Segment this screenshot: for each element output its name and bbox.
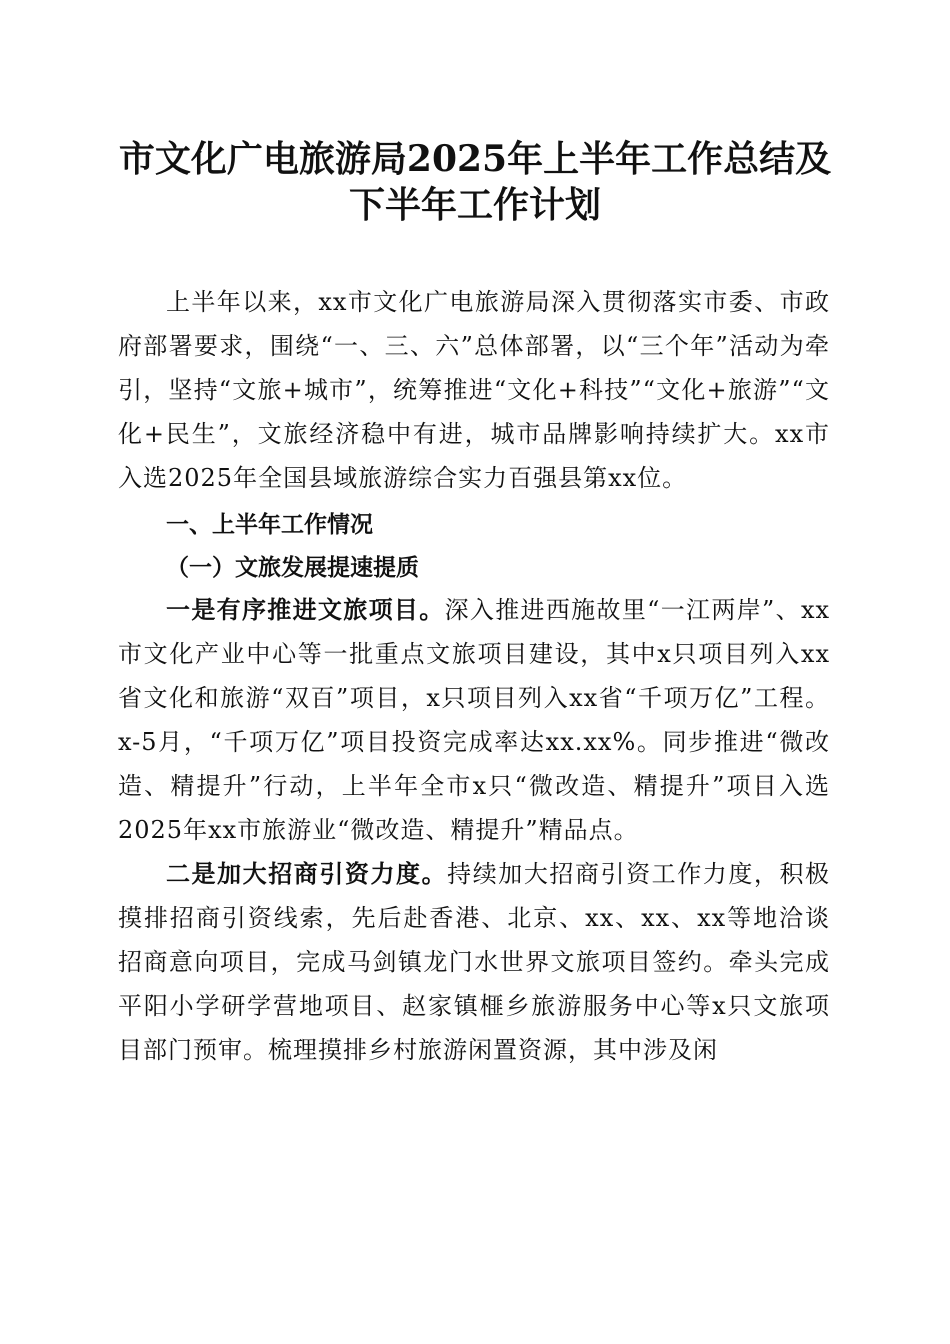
title-line-1: 市文化广电旅游局2025年上半年工作总结及	[118, 138, 832, 180]
document-title	[100, 136, 850, 228]
document-body	[118, 280, 830, 1072]
intro-paragraph: 上半年以来，xx市文化广电旅游局深入贯彻落实市委、市政府部署要求，围绕“一、三、六”总体部署，以“三个年”活动为牵引，坚持“文旅+城市”，统筹推进“文化+科技”“文化+旅游”“文化+民生”，文旅经济稳中有进，城市品牌影响持续扩大。xx市入选2025年全国县域旅游综合实力百强县第xx位。	[118, 288, 830, 492]
section-heading-1: 一、上半年工作情况	[166, 512, 373, 538]
paragraph-2	[118, 852, 830, 1072]
paragraph-2-lead: 二是加大招商引资力度。	[166, 859, 448, 888]
subsection-heading-1: （一）文旅发展提速提质	[166, 554, 419, 581]
paragraph-2-body: 持续加大招商引资工作力度，积极摸排招商引资线索，先后赴香港、北京、xx、xx、xx等地洽谈招商意向项目，完成马剑镇龙门水世界文旅项目签约。牵头完成平阳小学研学营地项目、赵家镇榧乡旅游服务中心等x只文旅项目部门预审。梳理摸排乡村旅游闲置资源，其中涉及闲	[118, 860, 831, 1064]
paragraph-1-body: 深入推进西施故里“一江两岸”、xx市文化产业中心等一批重点文旅项目建设，其中x只项目列入xx省文化和旅游“双百”项目，x只项目列入xx省“千项万亿”工程。x-5月，“千项万亿”项目投资完成率达xx.xx%。同步推进“微改造、精提升”行动，上半年全市x只“微改造、精提升”项目入选2025年xx市旅游业“微改造、精提升”精品点。	[118, 596, 831, 844]
paragraph-1-lead: 一是有序推进文旅项目。	[166, 595, 445, 624]
title-line-2: 下半年工作计划	[348, 184, 601, 226]
paragraph-1	[118, 588, 830, 852]
